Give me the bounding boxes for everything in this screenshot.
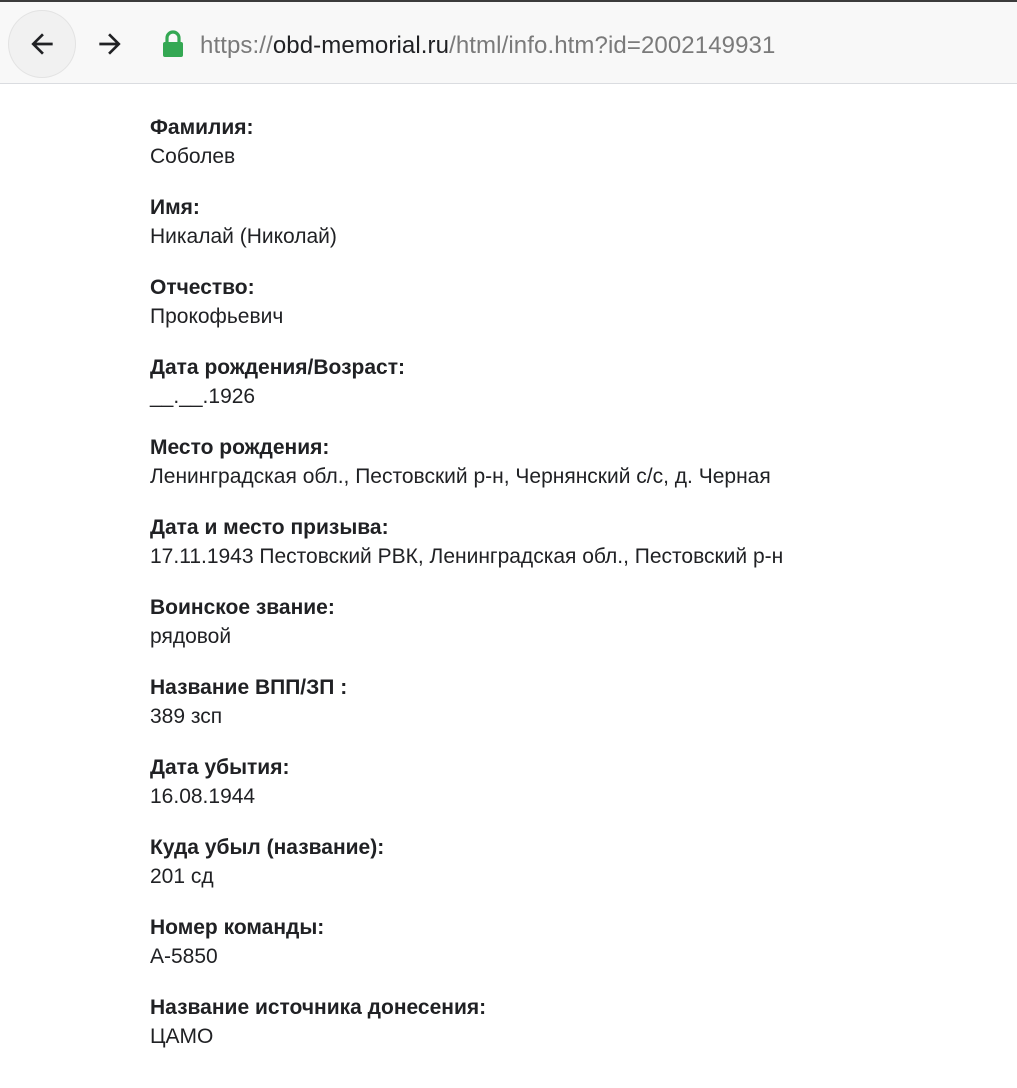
- arrow-right-icon: [94, 28, 126, 60]
- field-label: Дата убытия:: [150, 756, 290, 779]
- field-destination: [150, 833, 990, 891]
- field-departure-date: [150, 753, 990, 811]
- address-bar[interactable]: [200, 30, 775, 62]
- field-value: ЦАМО: [150, 1025, 214, 1048]
- field-patronymic: [150, 273, 990, 331]
- field-value: А-5850: [150, 945, 218, 968]
- field-label: Место рождения:: [150, 436, 330, 459]
- field-label: Фамилия:: [150, 116, 254, 139]
- field-rank: [150, 593, 990, 651]
- browser-toolbar: [0, 0, 1017, 84]
- url-path: /html/info.htm?id=2002149931: [449, 32, 776, 59]
- field-unit: [150, 673, 990, 731]
- field-label: Дата и место призыва:: [150, 516, 389, 539]
- field-value: __.__.1926: [150, 385, 256, 408]
- field-value: Ленинградская обл., Пестовский р-н, Чернянский с/с, д. Черная: [150, 465, 771, 488]
- field-conscription: [150, 513, 990, 571]
- record-details: [150, 113, 990, 1073]
- field-first-name: [150, 193, 990, 251]
- field-value: Никалай (Николай): [150, 225, 337, 248]
- back-button[interactable]: [8, 10, 76, 78]
- field-value: рядовой: [150, 625, 232, 648]
- field-value: Соболев: [150, 145, 236, 168]
- field-label: Куда убыл (название):: [150, 836, 385, 859]
- lock-icon[interactable]: [160, 30, 186, 58]
- field-value: Прокофьевич: [150, 305, 284, 328]
- field-value: 201 сд: [150, 865, 214, 888]
- field-label: Имя:: [150, 196, 200, 219]
- field-report-source: [150, 993, 990, 1051]
- field-birth-date: [150, 353, 990, 411]
- field-label: Дата рождения/Возраст:: [150, 356, 406, 379]
- field-label: Название источника донесения:: [150, 996, 487, 1019]
- field-value: 16.08.1944: [150, 785, 256, 808]
- url-host: obd-memorial.ru: [272, 32, 450, 59]
- field-team-number: [150, 913, 990, 971]
- arrow-left-icon: [26, 28, 58, 60]
- url-scheme: https://: [200, 32, 273, 59]
- forward-button[interactable]: [76, 10, 144, 78]
- field-value: 389 зсп: [150, 705, 223, 728]
- field-label: Название ВПП/ЗП :: [150, 676, 348, 699]
- field-label: Номер команды:: [150, 916, 325, 939]
- field-birth-place: [150, 433, 990, 491]
- field-value: 17.11.1943 Пестовский РВК, Ленинградская обл., Пестовский р-н: [150, 545, 784, 568]
- field-label: Отчество:: [150, 276, 255, 299]
- field-surname: [150, 113, 990, 171]
- field-label: Воинское звание:: [150, 596, 335, 619]
